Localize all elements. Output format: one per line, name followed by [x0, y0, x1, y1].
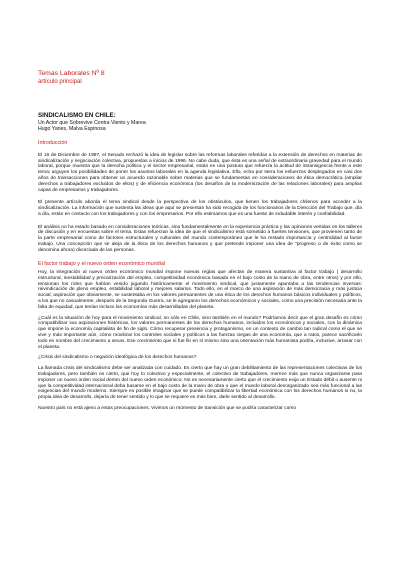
paragraph: Nuestro país no está ajeno a estas preocupaciones. Vivimos un momento de transición que se podría caracterizar como	[38, 406, 297, 412]
paragraph: Hoy, la integración al nuevo orden económico mundial impone nuevas reglas que afectan de manera sustantiva al factor trabajo ( desarrollo estructural, inestabilidad y precarización del empleo, competitividad económica basada en el bajo costo de la mano de obra, entre otros) y por ello, tensionan los roles que habían venido jugando históricamente el movimiento sindical, que justamente apuntaba a las tendencias inversas: reivindicación de pleno empleo, estabilidad laboral y mejores salarios. Todo ello, en el marco de una aspiración de más democracia y más justicia social; aspiración que obviamente, se sustentaba en los valores permanentes de una ética de los derechos humanos básicos individuales y políticos, a los que no casualmente, después de la Segunda Guerra, se le agregaron los derechos económicos y sociales, como una precisión necesaria ante la falta de equidad, que tenían incluso las economías más desarrolladas del planeta.	[38, 270, 362, 310]
paragraph: La llamada crisis del sindicalismo debe ser analizada con cuidado. Es cierto que hay un gran debilitamiento de las representaciones colectivas de los trabajadores, pero también es cierto, que hoy lo colectivo y especialmente, el colectivo de trabajadores, merece más que nunca organizarse para imponer un nuevo orden social dentro del nuevo orden económico. No es necesariamente cierto que el crecimiento exija un Estado débil o ausente ni que la competitividad internacional deba basarse en el bajo costo de la mano de obra o que el mundo laboral desorganizado sea más funcional a las exigencias del mundo moderno. Siempre es posible imaginar que se puede compatibilizar la libertad económica con los derechos humanos si no, la propia idea de desarrollo, dejaría de tener sentido y lo que se requiere es más bien, darle sentido al desarrollo.	[38, 366, 362, 401]
article-byline: Un Actor que Sobrevive Contra Viento y Marea	[38, 119, 146, 126]
publication-subtitle: artículo principal	[38, 79, 82, 85]
publication-series: Temas Laborales Nº 8	[38, 70, 105, 77]
paragraph: El 16 de Diciembre de 1997, el Senado rechazó la idea de legislar sobre las reformas laborales referidas a la extensión de derechos en materias de sindicalización y negociación colectiva, propuestas a inicios de 1996. No cabe duda, que ésta es una señal de extraordinaria gravedad para el mundo laboral, porque muestra que la derecha política y el sector empresarial, están en una postura que refuerza la actitud de intransigencia frente a este tema; arguyen los posibilidades de poner los asuntos laborales en la agenda legislativa. Ello, echa por tierra los esfuerzos desplegados en casi dos años de transacciones para obtener un acuerdo razonable sobre materias que se fundamentan en consideraciones de ética democrática (ampliar derechos a trabajadores excluidos de ellos) y de eficiencia económica (los desafíos de la modernización de las relaciones laborales) para amplias capas de empresarios y trabajadores.	[38, 152, 362, 193]
subheading-crisis: ¿Crisis del sindicalismo o negación ideológica de los derechos humanos?	[38, 355, 197, 361]
paragraph: ¿Cuál es la situación de hoy para el movimiento sindical, no sólo en Chile, sino también en el mundo? Podríamos decir que el gran desafío es cómo compatibilizar sus aspiraciones históricas, los valores permanentes de los derechos humanos, incluidos los económicos y sociales, con la dinámica que impone la economía capitalista de fin de siglo. Cómo recuperar presencia y protagonismo, en un contexto de cambio tan radical como el que se vive y más importante aún, cómo movilizar los controles sociales y políticos a las fuerzas ciegas de una economía, que a ratos, parece sacrificarlo todo en nombre del crecimiento a secas. Ese crecimiento que ni fue fin en sí mismo sino una orientación más humanista podría, inclusive, arrasar con el planeta.	[38, 315, 362, 350]
section-title-intro: Introducción	[38, 140, 68, 147]
article-title: SINDICALISMO EN CHILE:	[38, 112, 116, 119]
section-title-factor-trabajo: El factor trabajo y el nuevo orden económico mundial	[38, 260, 166, 267]
paragraph: El presente artículo aborda el tema sindical desde la perspectiva de los obstáculos, que tienen los trabajadores chilenos para acceder a la sindicalización. La información que sustenta las ideas que aquí se presentan ha sido recogida de los funcionarios de la Dirección del Trabajo que, día a día, están en contacto con los trabajadores y con los empresarios. Por ello estimamos que es una fuente de indudable interés y confiabilidad.	[38, 200, 362, 217]
paragraph: El análisis no ha estado basado en consideraciones teóricas, sino fundamentalmente en la experiencia práctica y las opiniones vertidas en los talleres de discusión y en encuestas sobre el tema. Estas refuerzan la idea de que el sindicalismo está sometido a fuertes tensiones, que provienen tanto de la parte empresarial como de factores estructurales y culturales del mundo contemporáneo que le ha restado importancia y centralidad al factor trabajo. Una concepción que se aleja de la ética de los derechos humanos y que pretende imponer una idea de "progreso o de éxito como se denomina ahora) divorciada de las personas.	[38, 224, 362, 253]
article-authors: Hugo Yanes, Malva Espinosa	[38, 125, 106, 132]
